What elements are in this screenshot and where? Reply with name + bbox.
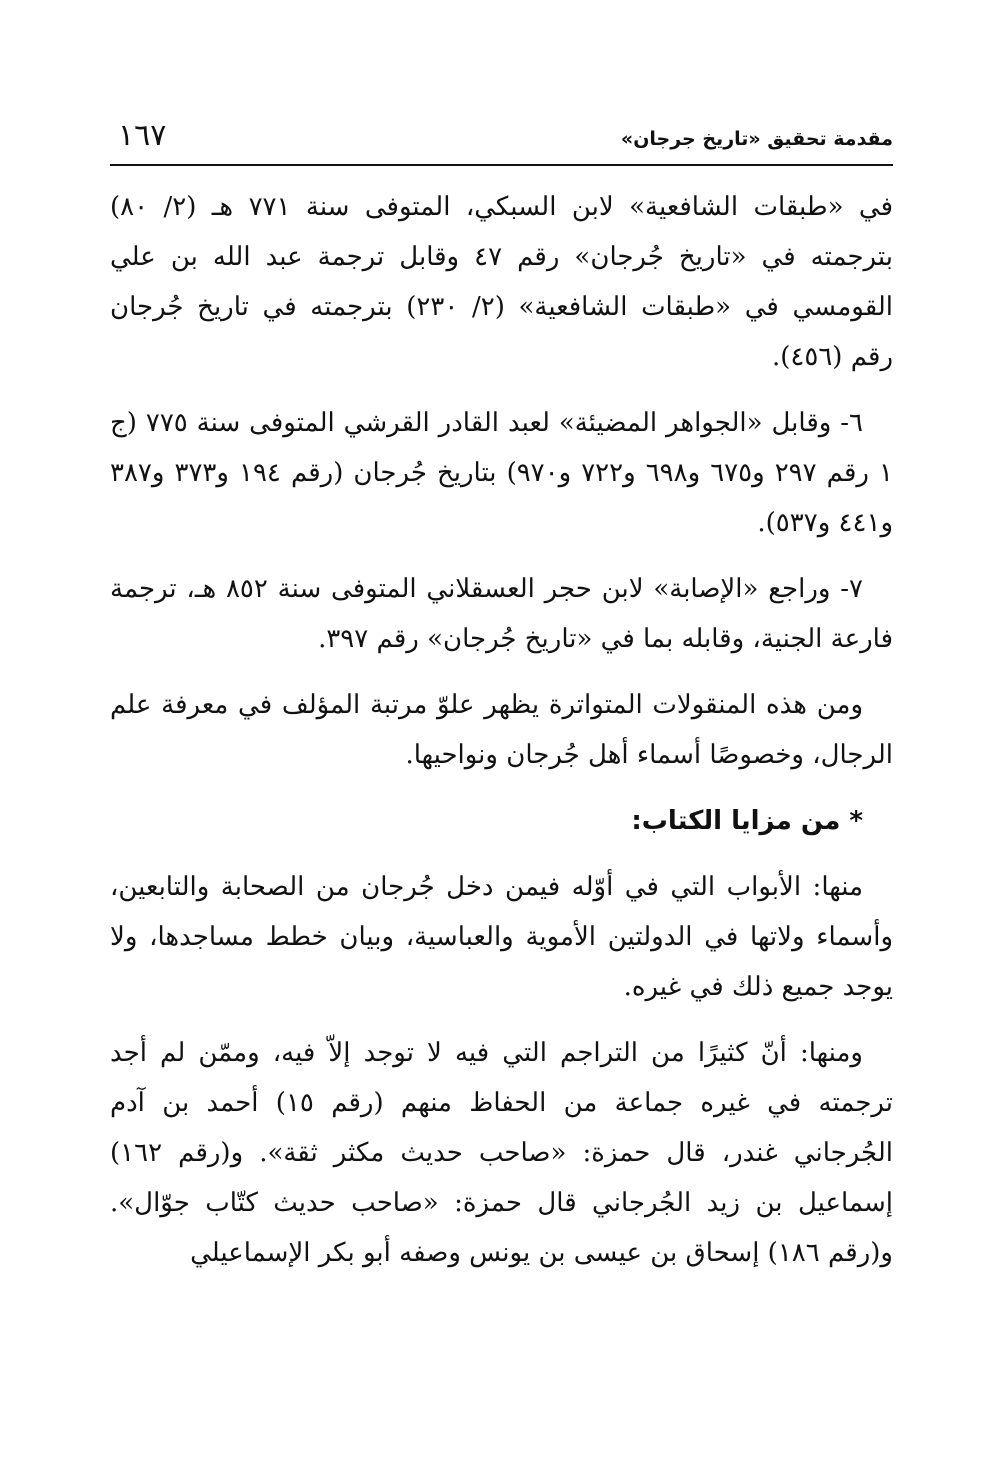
paragraph-jawahir-mudiyya: ٦- وقابل «الجواهر المضيئة» لعبد القادر القرشي المتوفى سنة ٧٧٥ (ج ١ رقم ٢٩٧ و٦٧٥ و٦٩٨ و٧٢٢ و٩٧٠) بتاريخ جُرجان (رقم ١٩٤ و٣٧٣ و٣٨٧ و٤٤١ و٥٣٧). (110, 408, 893, 538)
section-heading-book-merits: * من مزايا الكتاب: (631, 806, 863, 836)
paragraph-merit-unique-biographies: ومنها: أنّ كثيرًا من التراجم التي فيه لا توجد إلاّ فيه، وممّن لم أجد ترجمته في غيره جماعة من الحفاظ منهم (رقم ١٥) أحمد بن آدم الجُرجاني غندر، قال حمزة: «صاحب حديث مكثر ثقة». و(رقم ١٦٢) إسماعيل بن زيد الجُرجاني قال حمزة: «صاحب حديث كتّاب جوّال». و(رقم ١٨٦) إسحاق بن عيسى بن يونس وصفه أبو بكر الإسماعيلي (110, 1038, 893, 1268)
running-title: مقدمة تحقيق «تاريخ جرجان» (620, 128, 893, 150)
paragraph-tabaqat-shafiiyya: في «طبقات الشافعية» لابن السبكي، المتوفى سنة ٧٧١ هـ (٢/ ٨٠) بترجمته في «تاريخ جُرجان» رقم ٤٧ وقابل ترجمة عبد الله بن علي القومسي في «طبقات الشافعية» (٢/ ٢٣٠) بترجمته في تاريخ جُرجان رقم (٤٥٦). (110, 192, 893, 372)
body-text (110, 182, 893, 1294)
header-rule (110, 164, 893, 166)
paragraph-author-rank: ومن هذه المنقولات المتواترة يظهر علوّ مرتبة المؤلف في معرفة علم الرجال، وخصوصًا أسماء أهل جُرجان ونواحيها. (110, 690, 893, 770)
paragraph-isaba: ٧- وراجع «الإصابة» لابن حجر العسقلاني المتوفى سنة ٨٥٢ هـ، ترجمة فارعة الجنية، وقابله بما في «تاريخ جُرجان» رقم ٣٩٧. (110, 574, 893, 654)
page-number: ١٦٧ (118, 118, 167, 153)
paragraph-merit-chapters: منها: الأبواب التي في أوّله فيمن دخل جُرجان من الصحابة والتابعين، وأسماء ولاتها في الدولتين الأموية والعباسية، وبيان خطط مساجدها، ولا يوجد جميع ذلك في غيره. (110, 872, 893, 1002)
page-header (110, 118, 893, 166)
